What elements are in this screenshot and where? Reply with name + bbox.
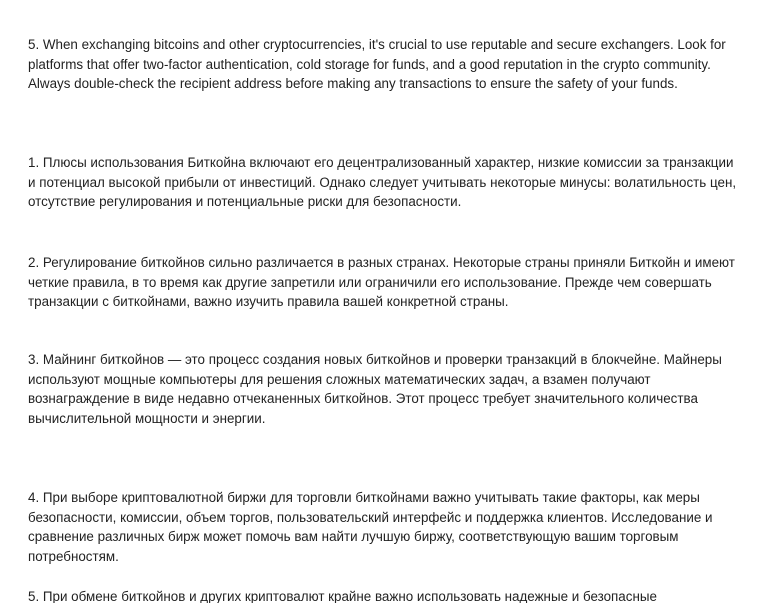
paragraph-bitcoin-pros-cons: 1. Плюсы использования Биткойна включают его децентрализованный характер, низкие комиссии за транзакции и потенциал высокой прибыли от инвестиций. Однако следует учитывать некоторые минусы: волатильность цен, отсутствие регулирования и потенциальные риски для безопасности.: [28, 155, 737, 209]
paragraph-exchanger-safety-en: 5. When exchanging bitcoins and other cryptocurrencies, it's crucial to use reputable and secure exchangers. Look for platforms that offer two-factor authentication, cold storage for funds, and a good reputation in the crypto community. Always double-check the recipient address before making any transactions to ensure the safety of your funds.: [28, 37, 726, 91]
paragraph-bitcoin-regulation: 2. Регулирование биткойнов сильно различается в разных странах. Некоторые страны приняли Биткойн и имеют четкие правила, в то время как другие запретили или ограничили его использование. Прежде чем совершать транзакции с биткойнами, важно изучить правила вашей конкретной страны.: [28, 255, 735, 309]
paragraph-exchanger-safety-ru: 5. При обмене биткойнов и других криптовалют крайне важно использовать надежные и безопасные: [28, 589, 657, 603]
paragraph-exchange-choice: 4. При выборе криптовалютной биржи для торговли биткойнами важно учитывать такие факторы, как меры безопасности, комиссии, объем торгов, пользовательский интерфейс и поддержка клиентов. Исследование и сравнение различных бирж может помочь вам найти лучшую биржу, соответствующую вашим торговым потребностям.: [28, 490, 713, 564]
paragraph-bitcoin-mining: 3. Майнинг биткойнов — это процесс создания новых биткойнов и проверки транзакций в блокчейне. Майнеры используют мощные компьютеры для решения сложных математических задач, а взамен получают вознаграждение в виде недавно отчеканенных биткойнов. Этот процесс требует значительного количества вычислительной мощности и энергии.: [28, 352, 722, 426]
